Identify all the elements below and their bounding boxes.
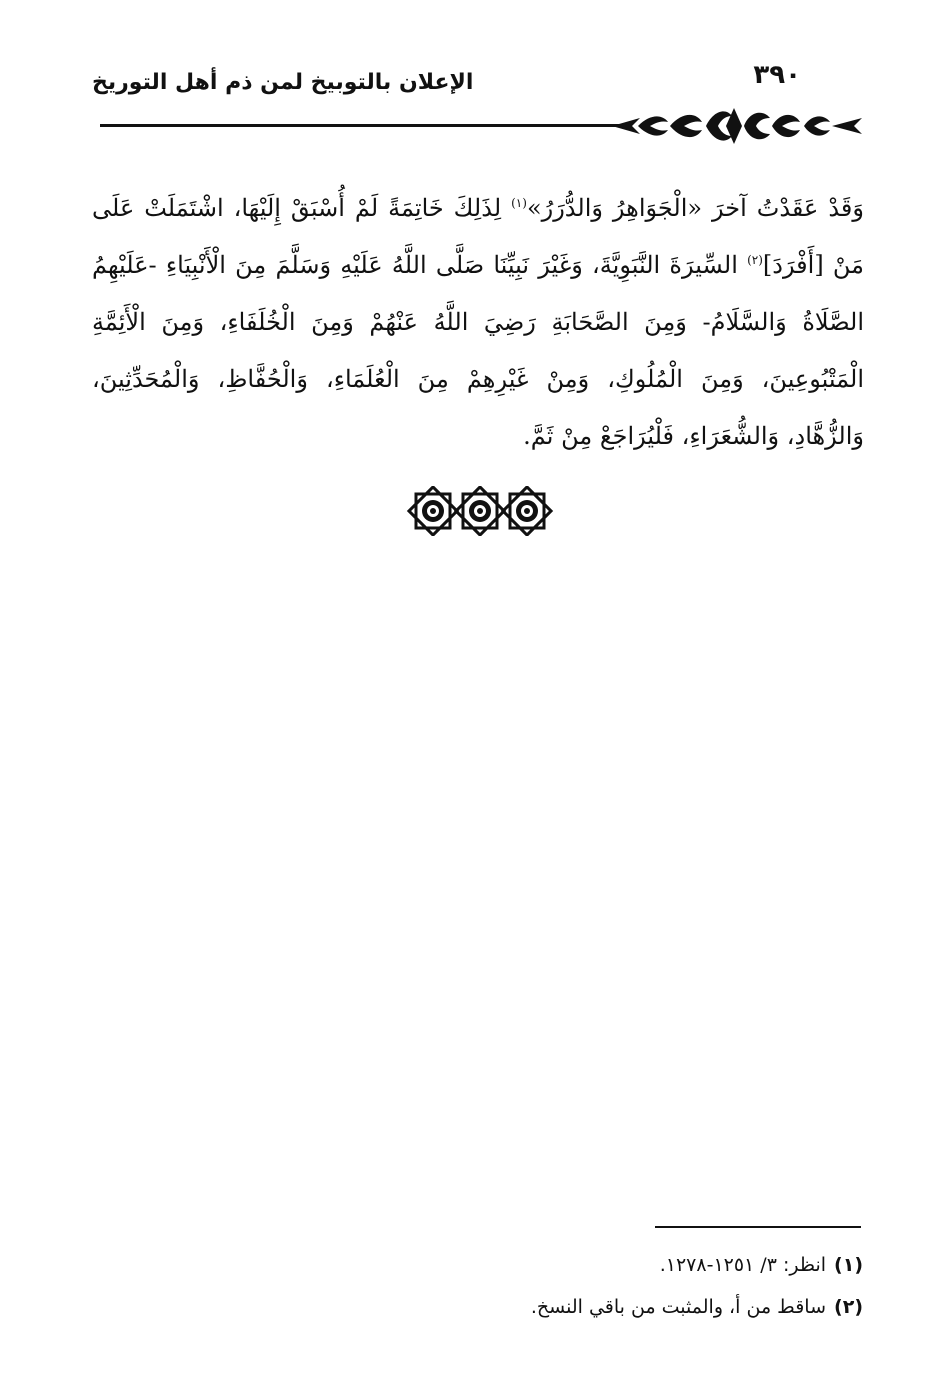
body-text-part-2: لِذَلِكَ خَاتِمَةً لَمْ أُسْبَقْ إِلَيْهَا، اشْتَمَلَتْ عَلَى مَنْ [أَفْرَدَ] xyxy=(92,194,865,279)
footnote-number: (٢) xyxy=(834,1296,863,1318)
footnote-number: (١) xyxy=(834,1254,863,1276)
octagram-ornament-icon xyxy=(409,487,457,535)
octagram-ornament-icon xyxy=(503,487,551,535)
footnotes xyxy=(103,1244,863,1328)
page-number: ٣٩٠ xyxy=(753,60,801,90)
footnote-ref-1[interactable]: (١) xyxy=(511,196,527,210)
footnote-ref-2[interactable]: (٢) xyxy=(747,253,763,267)
octagram-ornament-icon xyxy=(456,487,504,535)
header-rule xyxy=(100,124,620,127)
body-text-part-3: السِّيرَةَ النَّبَوِيَّةَ، وَغَيْرَ نَبِيِّنَا صَلَّى اللَّهُ عَلَيْهِ وَسَلَّمَ مِنَ الْأَنْبِيَاءِ -عَلَيْهِمُ الصَّلَاةُ وَالسَّلَامُ- وَمِنَ الصَّحَابَةِ رَضِيَ اللَّهُ عَنْهُمْ وَمِنَ الْخُلَفَاءِ، وَمِنَ الْأَئِمَّةِ الْمَتْبُوعِينَ، وَمِنَ الْمُلُوكِ، وَمِنْ غَيْرِهِمْ مِنَ الْعُلَمَاءِ، وَالْحُفَّاظِ، وَالْمُحَدِّثِينَ، وَالزُّهَّادِ، وَالشُّعَرَاءِ، فَلْيُرَاجَعْ مِنْ ثَمَّ. xyxy=(92,251,865,450)
section-divider-ornament xyxy=(405,486,555,536)
footnote-2 xyxy=(103,1286,863,1328)
body-text-part-1: وَقَدْ عَقَدْتُ آخرَ «الْجَوَاهِرُ وَالدُّرَرُ» xyxy=(526,194,864,222)
running-header-title: الإعلان بالتوبيخ لمن ذم أهل التوريخ xyxy=(92,70,474,95)
footnote-text: انظر: ٣/ ١٢٥١-١٢٧٨. xyxy=(659,1254,827,1276)
footnote-separator xyxy=(655,1226,861,1228)
header-ornament-icon xyxy=(610,100,868,150)
footnote-1 xyxy=(103,1244,863,1286)
footnote-text: ساقط من أ، والمثبت من باقي النسخ. xyxy=(530,1296,827,1318)
body-paragraph xyxy=(92,180,864,465)
